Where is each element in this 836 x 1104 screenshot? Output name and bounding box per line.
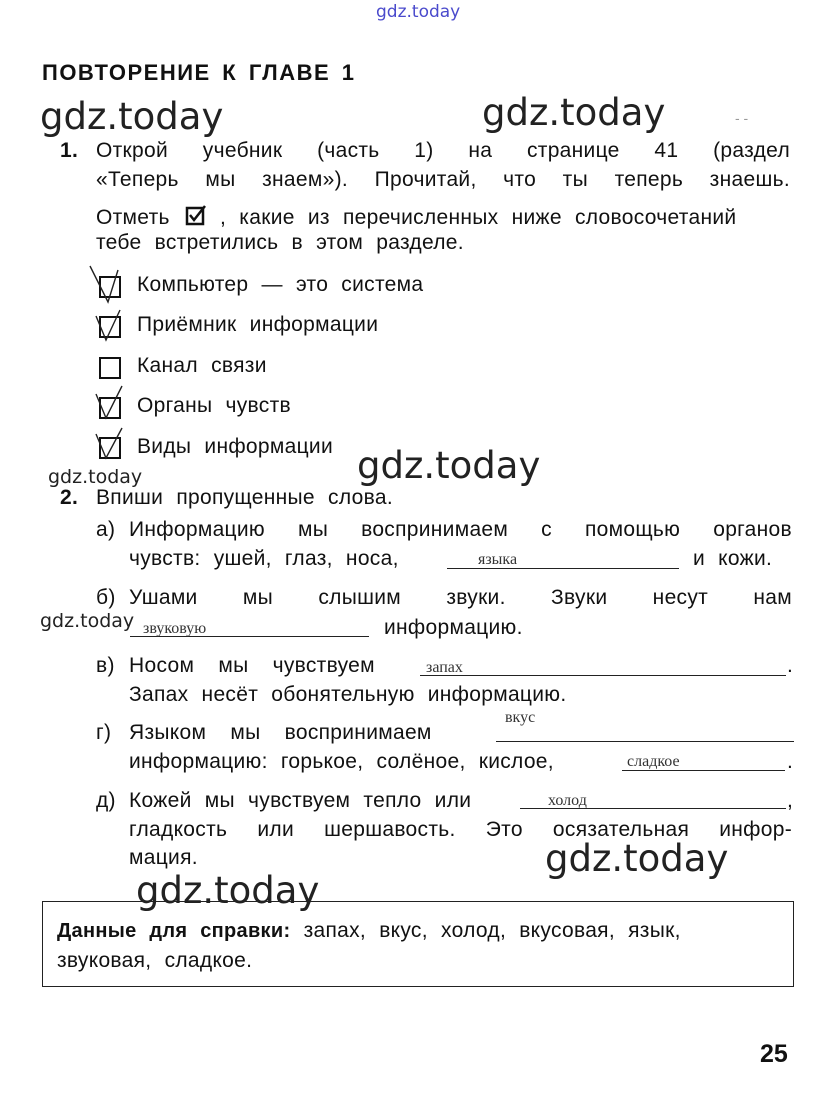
reference-label: Данные для справки: — [57, 920, 291, 942]
task2-text-line: Запах несёт обонятельную информацию. — [129, 683, 567, 706]
checklist-item-label: Компьютер — это система — [137, 273, 424, 296]
reference-text: запах, вкус, холод, вкусовая, язык, — [303, 919, 681, 942]
task-number: 2. — [60, 486, 79, 509]
task2-text-line: гладкость или шершавость. Это осязательная инфор- — [129, 818, 792, 841]
task2-text-line: информацию: горькое, солёное, кислое, — [129, 750, 554, 773]
item-letter: д) — [96, 789, 116, 812]
punctuation: . — [787, 654, 794, 677]
task2-text-line: Носом мы чувствуем — [129, 654, 375, 677]
checklist-item-label: Приёмник информации — [137, 313, 379, 336]
handwritten-answer[interactable]: языка — [478, 551, 518, 568]
item-letter: а) — [96, 518, 116, 541]
punctuation: , — [787, 789, 794, 812]
item-letter: в) — [96, 654, 115, 677]
checklist-item-label: Органы чувств — [137, 394, 291, 417]
watermark-top: gdz.today — [376, 2, 461, 22]
handwritten-answer[interactable]: звуковую — [143, 620, 207, 637]
task2-text-line: чувств: ушей, глаз, носа, — [129, 547, 399, 570]
task2-text-line: Языком мы воспринимаем — [129, 721, 432, 744]
pen-check-icon — [92, 382, 128, 424]
handwritten-answer[interactable]: запах — [426, 659, 463, 676]
punctuation: . — [787, 750, 794, 773]
task1-text-line: «Теперь мы знаем»). Прочитай, что ты теперь знаешь. — [96, 168, 790, 191]
reference-line — [57, 919, 681, 943]
pen-check-icon — [92, 306, 128, 346]
item-letter: г) — [96, 721, 112, 744]
checkmark-box-icon — [185, 205, 205, 225]
answer-line — [420, 675, 786, 676]
pen-check-icon — [88, 262, 128, 308]
task2-intro: Впиши пропущенные слова. — [96, 486, 393, 509]
answer-line — [496, 741, 794, 742]
task1-text: , какие из перечисленных ниже словосочетаний — [220, 206, 737, 229]
watermark: gdz.today — [136, 869, 320, 912]
task1-text-line: тебе встретились в этом разделе. — [96, 231, 464, 254]
task2-text-line: информацию. — [384, 616, 523, 639]
checkbox[interactable] — [99, 357, 121, 379]
checklist-item-label: Виды информации — [137, 435, 333, 458]
task2-text-line: Ушами мы слышим звуки. Звуки несут нам — [129, 586, 792, 609]
handwritten-answer[interactable]: холод — [548, 792, 587, 809]
watermark-small: gdz.today — [48, 466, 143, 488]
watermark: gdz.today — [545, 837, 729, 880]
task1-text-line: Открой учебник (часть 1) на странице 41 (раздел — [96, 139, 790, 162]
task1-text: Отметь — [96, 206, 170, 229]
page-number: 25 — [760, 1040, 788, 1068]
task-number: 1. — [60, 139, 79, 162]
pen-check-icon — [92, 424, 128, 464]
task2-text-line: и кожи. — [693, 547, 773, 570]
watermark-small: gdz.today — [40, 610, 135, 632]
handwritten-answer[interactable]: вкус — [505, 709, 536, 726]
task2-text-line: Кожей мы чувствуем тепло или — [129, 789, 472, 812]
reference-box — [42, 901, 794, 987]
task1-text-line — [96, 202, 736, 230]
task2-text-line: Информацию мы воспринимаем с помощью органов — [129, 518, 792, 541]
watermark: gdz.today — [40, 95, 224, 138]
checklist-item-label: Канал связи — [137, 354, 267, 377]
page-title: ПОВТОРЕНИЕ К ГЛАВЕ 1 — [42, 60, 356, 85]
handwritten-answer[interactable]: сладкое — [627, 753, 680, 770]
scan-dash: - - — [735, 110, 749, 126]
item-letter: б) — [96, 586, 116, 609]
watermark: gdz.today — [482, 91, 666, 134]
reference-text: звуковая, сладкое. — [57, 949, 253, 972]
watermark: gdz.today — [357, 444, 541, 487]
task2-text-line: мация. — [129, 846, 198, 869]
